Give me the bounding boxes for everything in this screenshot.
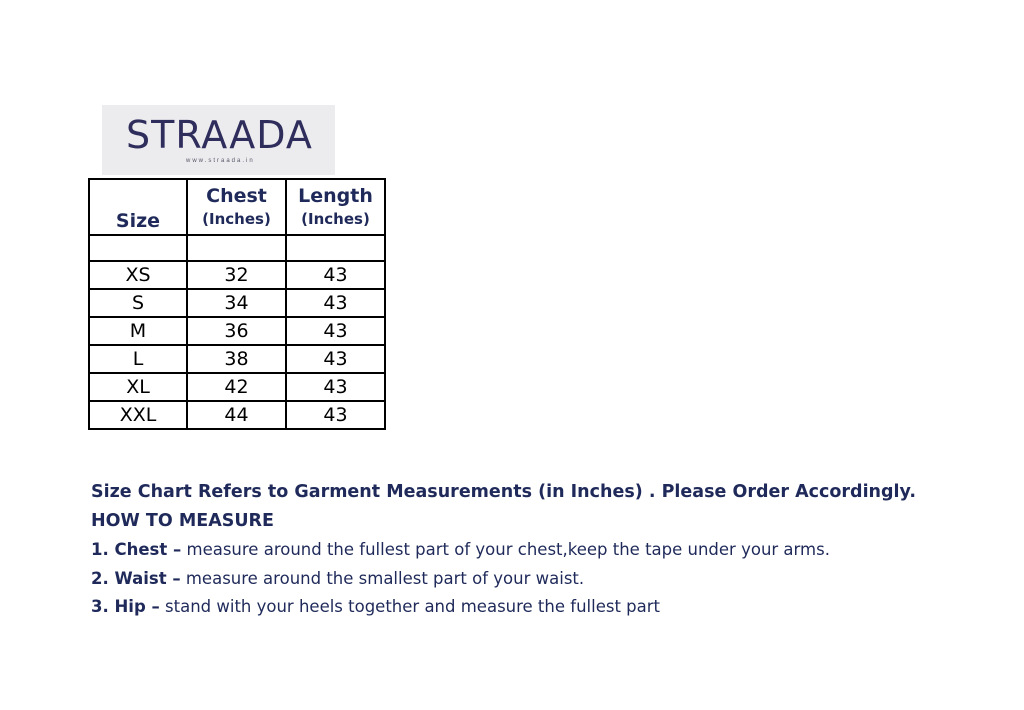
size-cell: XXL <box>89 401 187 429</box>
measure-step-hip: 3. Hip – stand with your heels together and measure the fullest part <box>91 597 660 616</box>
table-row <box>89 401 385 429</box>
size-cell: L <box>89 345 187 373</box>
chest-cell: 32 <box>187 261 286 289</box>
measure-step-waist: 2. Waist – measure around the smallest part of your waist. <box>91 568 585 588</box>
logo-url: www.straada.in <box>186 158 255 164</box>
length-cell: 43 <box>286 289 385 317</box>
measurement-notes <box>91 478 991 622</box>
measure-step-chest: 1. Chest – measure around the fullest part of your chest,keep the tape under your arms. <box>91 540 830 559</box>
size-cell: XL <box>89 373 187 401</box>
chest-cell: 34 <box>187 289 286 317</box>
chest-cell: 36 <box>187 317 286 345</box>
logo-wordmark: STRAADA <box>126 113 313 157</box>
chest-cell: 44 <box>187 401 286 429</box>
length-cell: 43 <box>286 261 385 289</box>
length-cell: 43 <box>286 373 385 401</box>
chest-cell: 38 <box>187 345 286 373</box>
chest-column-header: Chest (Inches) <box>187 179 286 235</box>
size-column-header: Size <box>89 179 187 235</box>
length-cell: 43 <box>286 317 385 345</box>
size-chart-disclaimer: Size Chart Refers to Garment Measurements (in Inches) . Please Order Accordingly. <box>91 482 916 502</box>
size-chart-table <box>88 178 386 430</box>
table-row <box>89 289 385 317</box>
how-to-measure-heading: HOW TO MEASURE <box>91 511 274 531</box>
chest-cell: 42 <box>187 373 286 401</box>
table-row <box>89 373 385 401</box>
table-header-row <box>89 179 385 235</box>
size-cell: M <box>89 317 187 345</box>
table-row <box>89 261 385 289</box>
length-cell: 43 <box>286 345 385 373</box>
table-row <box>89 345 385 373</box>
size-cell: S <box>89 289 187 317</box>
brand-logo <box>102 105 335 175</box>
table-row <box>89 317 385 345</box>
length-column-header: Length (Inches) <box>286 179 385 235</box>
length-cell: 43 <box>286 401 385 429</box>
size-cell: XS <box>89 261 187 289</box>
empty-row <box>89 235 385 261</box>
